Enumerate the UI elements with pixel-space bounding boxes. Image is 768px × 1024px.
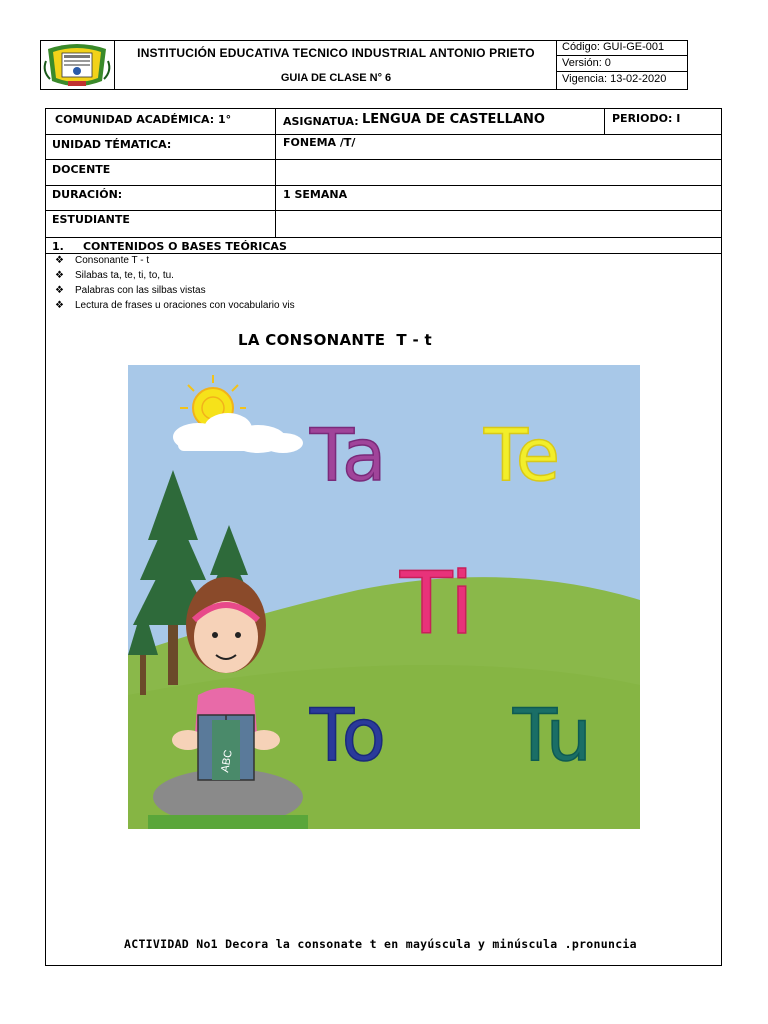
table-col-divider	[604, 108, 605, 134]
list-item	[55, 253, 295, 268]
bullet-icon: ❖	[55, 270, 64, 281]
document-code: Código: GUI-GE-001	[562, 41, 665, 53]
subject-value: LENGUA DE CASTELLANO	[362, 112, 545, 127]
list-item-text: Consonante T - t	[75, 255, 150, 266]
bullet-icon: ❖	[55, 285, 64, 296]
syllables-illustration	[128, 365, 640, 829]
student-label: ESTUDIANTE	[52, 213, 130, 226]
duration-label: DURACIÓN:	[52, 188, 123, 201]
institution-name: INSTITUCIÓN EDUCATIVA TECNICO INDUSTRIAL ANTONIO PRIETO	[137, 46, 535, 60]
subject-label: ASIGNATUA:	[283, 115, 359, 128]
school-crest-icon	[40, 41, 114, 89]
document-version: Versión: 0	[562, 57, 611, 69]
list-item	[55, 268, 295, 283]
logo-cell	[40, 40, 115, 90]
table-row-divider	[45, 159, 722, 160]
table-col-divider	[275, 108, 276, 237]
activity-instruction: ACTIVIDAD No1 Decora la consonate t en mayúscula y minúscula .pronuncia	[124, 937, 637, 951]
duration-value: 1 SEMANA	[283, 188, 348, 201]
syllable-te: Te	[484, 413, 561, 497]
list-item-text: Silabas ta, te, ti, to, tu.	[75, 270, 174, 281]
section-title: 1. CONTENIDOS O BASES TEÓRICAS	[52, 240, 287, 253]
table-row-divider	[45, 237, 722, 238]
bullet-icon: ❖	[55, 300, 64, 311]
list-item-text: Palabras con las silbas vistas	[75, 285, 206, 296]
list-item-text: Lectura de frases u oraciones con vocabulario vis	[75, 300, 295, 311]
book-label: ABC	[219, 748, 235, 774]
table-row-divider	[45, 210, 722, 211]
contents-list	[55, 253, 295, 313]
unit-label: UNIDAD TÉMATICA:	[52, 138, 172, 151]
syllable-to: To	[310, 693, 386, 777]
syllable-tu: Tu	[513, 693, 592, 777]
syllable-ta: Ta	[310, 413, 387, 497]
list-item	[55, 283, 295, 298]
table-row-divider	[45, 185, 722, 186]
period: PERIODO: I	[612, 112, 681, 125]
academic-community: COMUNIDAD ACADÉMICA: 1°	[55, 113, 232, 126]
syllable-ti: Ti	[400, 554, 474, 654]
guide-number: GUIA DE CLASE N° 6	[280, 72, 392, 84]
document-validity: Vigencia: 13-02-2020	[562, 73, 667, 85]
table-row-divider	[45, 134, 722, 135]
header-divider	[557, 71, 688, 72]
main-heading: LA CONSONANTE T - t	[238, 331, 432, 349]
header-divider	[557, 55, 688, 56]
list-item	[55, 298, 295, 313]
bullet-icon: ❖	[55, 255, 64, 266]
unit-value: FONEMA /T/	[283, 136, 356, 149]
teacher-label: DOCENTE	[52, 163, 111, 176]
